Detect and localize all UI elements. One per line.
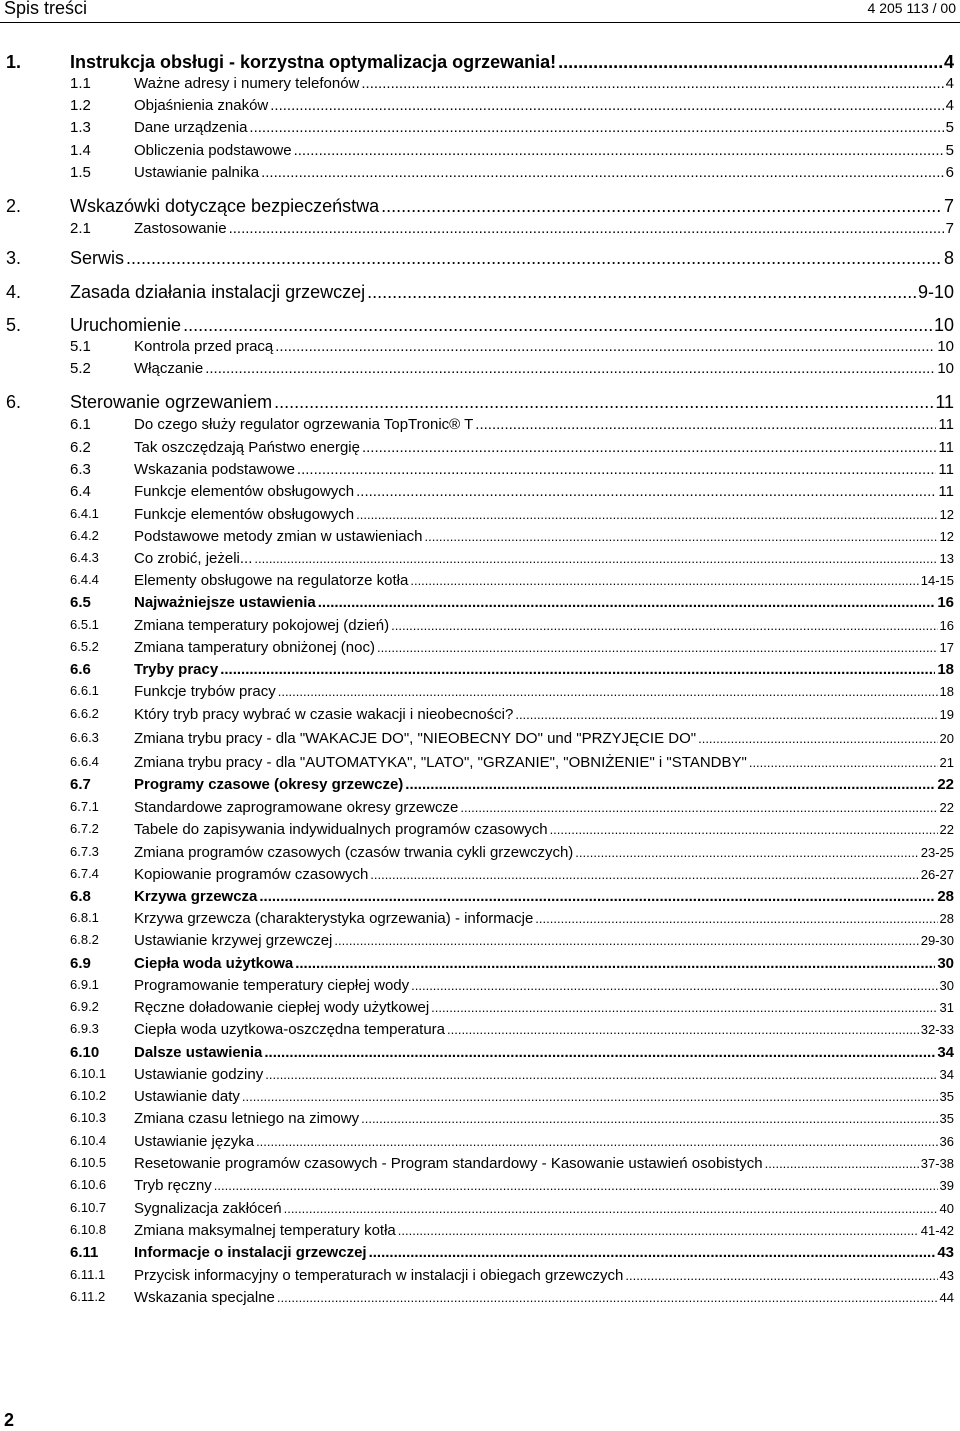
toc-entry-title: Funkcje trybów pracy bbox=[134, 683, 276, 700]
toc-entry bbox=[0, 483, 960, 507]
toc-entry-number: 6.5 bbox=[70, 594, 91, 611]
toc-entry-page: 39 bbox=[939, 1178, 954, 1193]
toc-entry-title: Serwis bbox=[70, 248, 125, 268]
toc-entry bbox=[0, 910, 960, 934]
dot-leader bbox=[535, 911, 937, 926]
dot-leader bbox=[270, 97, 943, 114]
toc-entry-title: Programy czasowe (okresy grzewcze) bbox=[134, 776, 404, 793]
dot-leader bbox=[261, 164, 944, 181]
toc-entry-title: Do czego służy regulator ogrzewania TopTronic® T bbox=[134, 416, 474, 433]
dot-leader bbox=[398, 1223, 919, 1238]
toc-entry-page: 26-27 bbox=[920, 867, 954, 882]
toc-entry bbox=[0, 338, 960, 362]
toc-entry-page: 17 bbox=[939, 640, 954, 655]
toc-entry-page: 30 bbox=[937, 955, 954, 972]
dot-leader bbox=[214, 1178, 938, 1193]
toc-entry-page: 11 bbox=[938, 483, 954, 500]
toc-entry bbox=[0, 1021, 960, 1045]
dot-leader bbox=[183, 315, 932, 336]
dot-leader bbox=[297, 461, 937, 478]
toc-entry-title: Ręczne doładowanie ciepłej wody użytkowej bbox=[134, 999, 430, 1016]
toc-entry-page: 12 bbox=[939, 529, 954, 544]
toc-entry-page: 4 bbox=[945, 97, 954, 114]
toc-entry-number: 6.5.2 bbox=[70, 639, 99, 654]
dot-leader bbox=[126, 248, 942, 269]
toc-entry-page: 10 bbox=[933, 315, 954, 335]
toc-entry bbox=[0, 1289, 960, 1313]
toc-entry-number: 6.10.6 bbox=[70, 1177, 107, 1192]
page-number: 2 bbox=[4, 1410, 15, 1430]
toc-entry-title: Tryb ręczny bbox=[134, 1177, 212, 1194]
dot-leader bbox=[356, 483, 936, 500]
toc-entry-page: 7 bbox=[945, 220, 954, 237]
toc-entry-number: 6.7.3 bbox=[70, 844, 99, 859]
toc-entry bbox=[0, 1044, 960, 1068]
toc-entry-page: 29-30 bbox=[920, 933, 954, 948]
toc-entry-title: Zmiana programów czasowych (czasów trwania cykli grzewczych) bbox=[134, 844, 574, 861]
toc-entry bbox=[0, 1244, 960, 1268]
dot-leader bbox=[369, 1244, 936, 1261]
toc-entry-title: Informacje o instalacji grzewczej bbox=[134, 1244, 367, 1261]
toc-entry-title: Zmiana maksymalnej temperatury kotła bbox=[134, 1222, 396, 1239]
toc-entry-page: 10 bbox=[937, 338, 954, 355]
toc-entry bbox=[0, 1133, 960, 1157]
toc-entry-title: Resetowanie programów czasowych - Program standardowy - Kasowanie ustawień osobistych bbox=[134, 1155, 763, 1172]
toc-entry bbox=[0, 75, 960, 99]
toc-entry-number: 6.10.8 bbox=[70, 1222, 107, 1237]
toc-entry-title: Wskazania specjalne bbox=[134, 1289, 275, 1306]
toc-entry bbox=[0, 1066, 960, 1090]
toc-entry-number: 6.10.2 bbox=[70, 1088, 107, 1103]
toc-entry-title: Dalsze ustawienia bbox=[134, 1044, 263, 1061]
toc-entry-number: 6.4.3 bbox=[70, 550, 99, 565]
toc-entry-number: 6.6.2 bbox=[70, 706, 99, 721]
toc-entry-number: 6.10.1 bbox=[70, 1066, 107, 1081]
toc-entry bbox=[0, 360, 960, 384]
toc-entry bbox=[0, 1110, 960, 1134]
toc-entry-number: 5.1 bbox=[70, 338, 91, 355]
toc-entry-number: 6.10 bbox=[70, 1044, 100, 1061]
toc-entry-title: Zmiana tamperatury obniżonej (noc) bbox=[134, 639, 375, 656]
toc-entry-page: 7 bbox=[943, 196, 954, 216]
toc-entry-page: 14-15 bbox=[920, 573, 954, 588]
toc-entry-title: Ustawianie godziny bbox=[134, 1066, 264, 1083]
toc-entry-number: 1.2 bbox=[70, 97, 91, 114]
toc-entry bbox=[0, 1200, 960, 1224]
toc-entry bbox=[0, 1222, 960, 1246]
toc-entry bbox=[0, 955, 960, 979]
dot-leader bbox=[254, 551, 937, 566]
dot-leader bbox=[295, 955, 935, 972]
toc-entry-page: 30 bbox=[939, 978, 954, 993]
toc-entry-number: 2. bbox=[6, 196, 22, 216]
page-header bbox=[0, 0, 960, 22]
toc-entry-title: Przycisk informacyjny o temperaturach w instalacji i obiegach grzewczych bbox=[134, 1267, 624, 1284]
toc-entry-page: 5 bbox=[945, 119, 954, 136]
dot-leader bbox=[377, 640, 938, 655]
dot-leader bbox=[205, 360, 935, 377]
toc-entry-title: Elementy obsługowe na regulatorze kotła bbox=[134, 572, 409, 589]
toc-entry-page: 12 bbox=[939, 507, 954, 522]
toc-entry-number: 5.2 bbox=[70, 360, 91, 377]
dot-leader bbox=[362, 439, 936, 456]
toc-entry-page: 16 bbox=[937, 594, 954, 611]
toc-entry-number: 6.4.4 bbox=[70, 572, 99, 587]
toc-entry bbox=[0, 888, 960, 912]
dot-leader bbox=[410, 573, 918, 588]
toc-entry bbox=[0, 1088, 960, 1112]
dot-leader bbox=[220, 661, 935, 678]
toc-entry-number: 1.3 bbox=[70, 119, 91, 136]
dot-leader bbox=[381, 196, 942, 217]
toc-entry bbox=[0, 754, 960, 778]
toc-entry bbox=[0, 461, 960, 485]
toc-entry-title: Zasada działania instalacji grzewczej bbox=[70, 282, 366, 302]
dot-leader bbox=[264, 1044, 935, 1061]
toc-entry-page: 11 bbox=[938, 439, 954, 456]
dot-leader bbox=[460, 800, 937, 815]
toc-entry-title: Ciepła woda uzytkowa-oszczędna temperatura bbox=[134, 1021, 445, 1038]
toc-entry-page: 21 bbox=[939, 755, 954, 770]
toc-entry bbox=[0, 119, 960, 143]
toc-entry bbox=[0, 977, 960, 1001]
dot-leader bbox=[275, 338, 935, 355]
dot-leader bbox=[391, 618, 937, 633]
toc-entry-page: 4 bbox=[943, 52, 954, 72]
dot-leader bbox=[259, 888, 935, 905]
toc-entry-number: 6.7.4 bbox=[70, 866, 99, 881]
toc-entry-page: 11 bbox=[938, 416, 954, 433]
dot-leader bbox=[249, 119, 943, 136]
dot-leader bbox=[411, 978, 937, 993]
toc-entry-page: 37-38 bbox=[920, 1156, 954, 1171]
toc-entry-title: Który tryb pracy wybrać w czasie wakacji i nieobecności? bbox=[134, 706, 514, 723]
toc-entry-title: Dane urządzenia bbox=[134, 119, 248, 136]
toc-entry-number: 6.10.7 bbox=[70, 1200, 107, 1215]
dot-leader bbox=[424, 529, 937, 544]
toc-entry bbox=[0, 730, 960, 754]
toc-entry bbox=[0, 999, 960, 1023]
toc-entry-title: Ustawianie palnika bbox=[134, 164, 260, 181]
toc-entry-title: Standardowe zaprogramowane okresy grzewcze bbox=[134, 799, 459, 816]
toc-entry-title: Ustawianie krzywej grzewczej bbox=[134, 932, 333, 949]
toc-entry-page: 28 bbox=[939, 911, 954, 926]
toc-entry bbox=[0, 1177, 960, 1201]
toc-entry-page: 22 bbox=[939, 800, 954, 815]
toc-entry-title: Zmiana trybu pracy - dla "WAKACJE DO", "NIEOBECNY DO" und "PRZYJĘCIE DO" bbox=[134, 730, 697, 747]
toc-entry-title: Krzywa grzewcza (charakterystyka ogrzewania) - informacje bbox=[134, 910, 534, 927]
toc-entry-page: 18 bbox=[937, 661, 954, 678]
toc-entry-number: 6.8.2 bbox=[70, 932, 99, 947]
toc-entry-title: Zmiana trybu pracy - dla "AUTOMATYKA", "LATO", "GRZANIE", "OBNIŻENIE" i "STANDBY" bbox=[134, 754, 747, 771]
dot-leader bbox=[278, 684, 938, 699]
toc-entry bbox=[0, 416, 960, 440]
toc-entry-page: 35 bbox=[939, 1089, 954, 1104]
toc-entry bbox=[0, 821, 960, 845]
toc-entry-number: 6.11 bbox=[70, 1244, 99, 1261]
toc-entry bbox=[0, 799, 960, 823]
toc-entry-number: 6. bbox=[6, 392, 22, 412]
toc-entry-title: Kopiowanie programów czasowych bbox=[134, 866, 369, 883]
toc-entry-page: 8 bbox=[943, 248, 954, 268]
toc-entry-title: Programowanie temperatury ciepłej wody bbox=[134, 977, 410, 994]
toc-entry bbox=[0, 506, 960, 530]
toc-entry-page: 19 bbox=[939, 707, 954, 722]
toc-entry-number: 6.8.1 bbox=[70, 910, 99, 925]
header-title: Spis treści bbox=[4, 0, 88, 18]
toc-entry bbox=[0, 220, 960, 244]
toc-entry-number: 6.7.1 bbox=[70, 799, 99, 814]
toc-entry-page: 11 bbox=[938, 461, 954, 478]
dot-leader bbox=[698, 731, 937, 746]
toc-entry-title: Sterowanie ogrzewaniem bbox=[70, 392, 273, 412]
toc-entry-page: 41-42 bbox=[920, 1223, 954, 1238]
toc-entry-number: 6.8 bbox=[70, 888, 91, 905]
toc-entry bbox=[0, 142, 960, 166]
toc-entry-page: 43 bbox=[937, 1244, 954, 1261]
toc-entry-title: Wskazania podstawowe bbox=[134, 461, 295, 478]
toc-entry-number: 6.10.5 bbox=[70, 1155, 107, 1170]
toc-entry-title: Wskazówki dotyczące bezpieczeństwa bbox=[70, 196, 380, 216]
toc-entry bbox=[0, 550, 960, 574]
toc-entry-page: 5 bbox=[945, 142, 954, 159]
toc-entry-number: 6.2 bbox=[70, 439, 91, 456]
toc-entry-number: 4. bbox=[6, 282, 22, 302]
toc-entry-title: Funkcje elementów obsługowych bbox=[134, 483, 355, 500]
dot-leader bbox=[277, 1290, 938, 1305]
toc-entry-page: 31 bbox=[939, 1000, 954, 1015]
toc-entry-title: Ciepła woda użytkowa bbox=[134, 955, 294, 972]
toc-entry-page: 22 bbox=[937, 776, 954, 793]
toc-entry bbox=[0, 706, 960, 730]
toc-entry-page: 10 bbox=[937, 360, 954, 377]
toc-entry bbox=[0, 1155, 960, 1179]
toc-entry bbox=[0, 683, 960, 707]
toc-entry-number: 1.1 bbox=[70, 75, 91, 92]
toc-entry-page: 16 bbox=[939, 618, 954, 633]
toc-entry-number: 2.1 bbox=[70, 220, 91, 237]
dot-leader bbox=[558, 52, 942, 73]
toc-entry bbox=[0, 639, 960, 663]
toc-entry-number: 6.9 bbox=[70, 955, 91, 972]
toc-entry bbox=[0, 932, 960, 956]
dot-leader bbox=[367, 282, 916, 303]
dot-leader bbox=[361, 75, 943, 92]
toc-entry-number: 6.11.2 bbox=[70, 1289, 106, 1304]
toc-entry bbox=[0, 661, 960, 685]
toc-entry-title: Uruchomienie bbox=[70, 315, 182, 335]
toc-entry bbox=[0, 1267, 960, 1291]
dot-leader bbox=[361, 1111, 937, 1126]
toc-entry-title: Obliczenia podstawowe bbox=[134, 142, 292, 159]
toc-entry-number: 6.6.3 bbox=[70, 730, 99, 745]
toc-entry-number: 6.6 bbox=[70, 661, 91, 678]
toc-entry-page: 23-25 bbox=[920, 845, 954, 860]
toc-entry-number: 6.9.1 bbox=[70, 977, 99, 992]
toc-entry-number: 6.4.1 bbox=[70, 506, 99, 521]
dot-leader bbox=[447, 1022, 919, 1037]
toc-entry-title: Ustawianie daty bbox=[134, 1088, 240, 1105]
toc-entry-title: Instrukcja obsługi - korzystna optymalizacja ogrzewania! bbox=[70, 52, 557, 72]
dot-leader bbox=[405, 776, 935, 793]
dot-leader bbox=[265, 1067, 937, 1082]
toc-entry-title: Najważniejsze ustawienia bbox=[134, 594, 316, 611]
toc-entry bbox=[0, 164, 960, 188]
toc-entry-number: 6.7.2 bbox=[70, 821, 99, 836]
toc-entry-title: Kontrola przed pracą bbox=[134, 338, 274, 355]
toc-entry-number: 6.10.4 bbox=[70, 1133, 107, 1148]
toc-entry-number: 6.4.2 bbox=[70, 528, 99, 543]
dot-leader bbox=[356, 507, 937, 522]
toc-entry bbox=[0, 866, 960, 890]
dot-leader bbox=[765, 1156, 919, 1171]
document-code: 4 205 113 / 00 bbox=[867, 0, 956, 16]
toc-entry bbox=[0, 617, 960, 641]
toc-entry-number: 6.10.3 bbox=[70, 1110, 107, 1125]
toc-entry-page: 28 bbox=[937, 888, 954, 905]
toc-entry-number: 6.11.1 bbox=[70, 1267, 106, 1282]
dot-leader bbox=[229, 220, 944, 237]
toc-entry-page: 44 bbox=[939, 1290, 954, 1305]
toc-entry bbox=[0, 439, 960, 463]
toc-entry-title: Ustawianie języka bbox=[134, 1133, 255, 1150]
dot-leader bbox=[284, 1201, 938, 1216]
toc-entry-page: 32-33 bbox=[920, 1022, 954, 1037]
toc-entry-title: Tryby pracy bbox=[134, 661, 219, 678]
toc-entry-title: Sygnalizacja zakłóceń bbox=[134, 1200, 282, 1217]
dot-leader bbox=[318, 594, 936, 611]
toc-entry bbox=[0, 248, 960, 276]
toc-entry-number: 6.6.1 bbox=[70, 683, 99, 698]
toc-entry-number: 1.4 bbox=[70, 142, 91, 159]
toc-entry-number: 3. bbox=[6, 248, 22, 268]
toc-entry-page: 36 bbox=[939, 1134, 954, 1149]
toc-entry-title: Tak oszczędzają Państwo energię bbox=[134, 439, 360, 456]
toc-entry-page: 9-10 bbox=[917, 282, 954, 302]
dot-leader bbox=[625, 1268, 937, 1283]
toc-entry-number: 6.1 bbox=[70, 416, 91, 433]
toc-entry-page: 43 bbox=[939, 1268, 954, 1283]
toc-entry-page: 34 bbox=[939, 1067, 954, 1082]
dot-leader bbox=[242, 1089, 938, 1104]
toc-entry-number: 6.9.3 bbox=[70, 1021, 99, 1036]
toc-entry-page: 6 bbox=[945, 164, 954, 181]
dot-leader bbox=[274, 392, 933, 413]
toc-entry-number: 1.5 bbox=[70, 164, 91, 181]
toc-entry-title: Krzywa grzewcza bbox=[134, 888, 258, 905]
toc-entry-title: Co zrobić, jeżeli... bbox=[134, 550, 253, 567]
toc-entry bbox=[0, 844, 960, 868]
toc-entry-title: Ważne adresy i numery telefonów bbox=[134, 75, 360, 92]
dot-leader bbox=[334, 933, 918, 948]
toc-entry-number: 6.9.2 bbox=[70, 999, 99, 1014]
toc-entry-title: Tabele do zapisywania indywidualnych programów czasowych bbox=[134, 821, 548, 838]
toc-entry-title: Funkcje elementów obsługowych bbox=[134, 506, 355, 523]
toc-entry-number: 6.3 bbox=[70, 461, 91, 478]
toc-entry bbox=[0, 97, 960, 121]
toc-entry-page: 13 bbox=[939, 551, 954, 566]
toc-entry-title: Zastosowanie bbox=[134, 220, 227, 237]
toc-entry-number: 6.4 bbox=[70, 483, 91, 500]
dot-leader bbox=[294, 142, 944, 159]
toc-entry bbox=[0, 528, 960, 552]
toc-entry-page: 4 bbox=[945, 75, 954, 92]
toc-entry-title: Zmiana czasu letniego na zimowy bbox=[134, 1110, 360, 1127]
toc-entry-title: Podstawowe metody zmian w ustawieniach bbox=[134, 528, 423, 545]
toc-entry-page: 40 bbox=[939, 1201, 954, 1216]
dot-leader bbox=[515, 707, 937, 722]
toc-entry-number: 1. bbox=[6, 52, 22, 72]
toc-entry-page: 34 bbox=[937, 1044, 954, 1061]
toc-entry bbox=[0, 572, 960, 596]
toc-entry-page: 11 bbox=[935, 392, 954, 412]
toc-entry bbox=[0, 282, 960, 310]
dot-leader bbox=[256, 1134, 937, 1149]
toc-entry-page: 18 bbox=[939, 684, 954, 699]
toc-entry-page: 22 bbox=[939, 822, 954, 837]
dot-leader bbox=[575, 845, 918, 860]
dot-leader bbox=[749, 755, 938, 770]
dot-leader bbox=[370, 867, 918, 882]
toc-entry-title: Zmiana temperatury pokojowej (dzień) bbox=[134, 617, 390, 634]
dot-leader bbox=[550, 822, 938, 837]
toc-entry-number: 6.5.1 bbox=[70, 617, 99, 632]
toc-entry-page: 35 bbox=[939, 1111, 954, 1126]
dot-leader bbox=[431, 1000, 937, 1015]
toc-entry-number: 5. bbox=[6, 315, 22, 335]
toc-entry-page: 20 bbox=[939, 731, 954, 746]
toc-entry bbox=[0, 594, 960, 618]
toc-entry-number: 6.7 bbox=[70, 776, 91, 793]
toc-entry-title: Włączanie bbox=[134, 360, 204, 377]
toc-entry bbox=[0, 776, 960, 800]
toc-entry-title: Objaśnienia znaków bbox=[134, 97, 269, 114]
dot-leader bbox=[475, 416, 936, 433]
toc-entry-number: 6.6.4 bbox=[70, 754, 99, 769]
header-divider bbox=[0, 22, 960, 23]
